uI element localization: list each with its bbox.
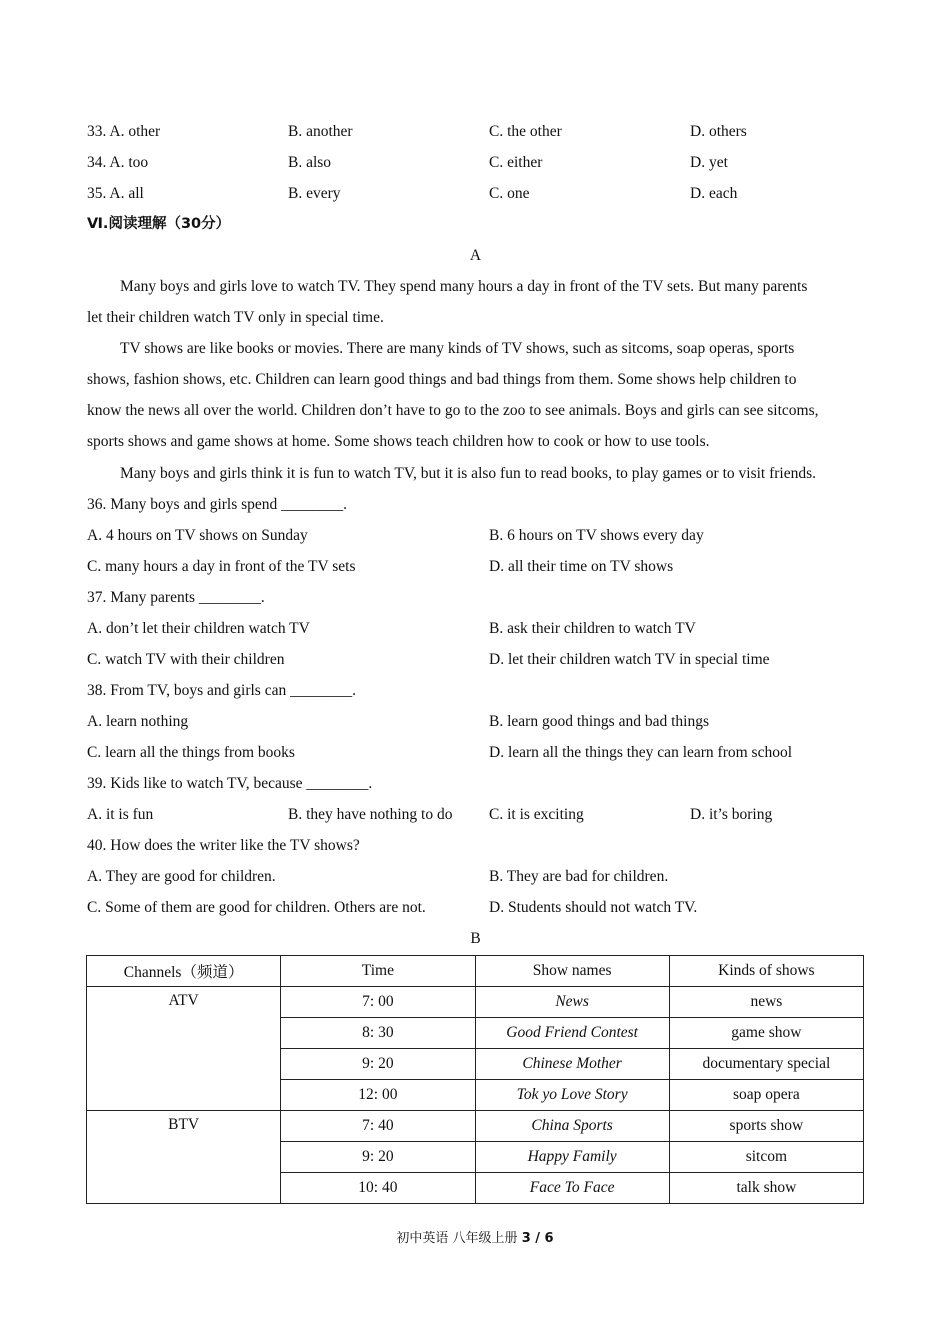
- option: C. the other: [489, 123, 562, 140]
- question-40-options-row-1: [87, 861, 864, 892]
- cloze-item-35: [87, 178, 864, 209]
- paragraph-line: sports shows and game shows at home. Some shows teach children how to cook or how to use tools.: [87, 433, 710, 450]
- question-39-stem: 39. Kids like to watch TV, because ________.: [87, 775, 373, 792]
- option: A. don’t let their children watch TV: [87, 620, 310, 637]
- option: D. learn all the things they can learn from school: [489, 744, 793, 761]
- time-cell: 8: 30: [281, 1018, 475, 1049]
- header-cell: Channels（频道）: [87, 956, 281, 987]
- header-cell: Kinds of shows: [669, 956, 863, 987]
- option: D. all their time on TV shows: [489, 558, 674, 575]
- show-kind-cell: documentary special: [669, 1049, 863, 1080]
- question-36-stem: 36. Many boys and girls spend ________.: [87, 496, 348, 513]
- question-37-stem: 37. Many parents ________.: [87, 589, 265, 606]
- show-kind-cell: talk show: [669, 1173, 863, 1204]
- show-name-cell: Good Friend Contest: [475, 1018, 669, 1049]
- option: B. They are bad for children.: [489, 868, 669, 885]
- show-name-cell: China Sports: [475, 1111, 669, 1142]
- paragraph-line: Many boys and girls think it is fun to watch TV, but it is also fun to read books, to play games or to visit friends.: [120, 465, 817, 482]
- option: 35. A. all: [87, 185, 144, 202]
- channel-cell: BTV: [87, 1111, 281, 1204]
- option: D. each: [690, 185, 738, 202]
- time-cell: 10: 40: [281, 1173, 475, 1204]
- paragraph-line: know the news all over the world. Children don’t have to go to the zoo to see animals. Boys and girls can see sitcoms,: [87, 402, 819, 419]
- question-36-options-row-2: [87, 551, 864, 582]
- show-kind-cell: sitcom: [669, 1142, 863, 1173]
- section-heading: Ⅵ.阅读理解（30分）: [87, 216, 231, 232]
- table-header-row: [87, 956, 864, 987]
- option: A. They are good for children.: [87, 868, 276, 885]
- option: B. they have nothing to do: [288, 806, 453, 823]
- option: B. also: [288, 154, 332, 171]
- footer-text: 初中英语 八年级上册: [396, 1231, 522, 1246]
- option: B. ask their children to watch TV: [489, 620, 696, 637]
- question-36-options-row-1: [87, 520, 864, 551]
- time-cell: 9: 20: [281, 1049, 475, 1080]
- show-name-cell: Tok yo Love Story: [475, 1080, 669, 1111]
- question-37-options-row-2: [87, 644, 864, 675]
- option: C. watch TV with their children: [87, 651, 285, 668]
- paragraph-line: Many boys and girls love to watch TV. They spend many hours a day in front of the TV sets. But many parents: [120, 278, 808, 295]
- show-name-cell: Happy Family: [475, 1142, 669, 1173]
- option: C. it is exciting: [489, 806, 584, 823]
- show-kind-cell: game show: [669, 1018, 863, 1049]
- time-cell: 9: 20: [281, 1142, 475, 1173]
- option: D. others: [690, 123, 747, 140]
- time-cell: 7: 40: [281, 1111, 475, 1142]
- passage-b-label: B: [470, 930, 481, 947]
- header-cell: Show names: [475, 956, 669, 987]
- cloze-item-33: [87, 116, 864, 147]
- show-name-cell: Chinese Mother: [475, 1049, 669, 1080]
- passage-a-paragraph-1: [87, 271, 864, 333]
- show-name-cell: News: [475, 987, 669, 1018]
- question-40-stem: 40. How does the writer like the TV shows?: [87, 837, 360, 854]
- option: A. learn nothing: [87, 713, 189, 730]
- paragraph-line: TV shows are like books or movies. There are many kinds of TV shows, such as sitcoms, soap operas, sports: [120, 340, 795, 357]
- question-39-options: [87, 799, 864, 830]
- option: B. another: [288, 123, 353, 140]
- show-kind-cell: soap opera: [669, 1080, 863, 1111]
- option: C. Some of them are good for children. Others are not.: [87, 899, 426, 916]
- option: C. learn all the things from books: [87, 744, 295, 761]
- channel-cell: ATV: [87, 987, 281, 1111]
- option: 33. A. other: [87, 123, 161, 140]
- option: A. 4 hours on TV shows on Sunday: [87, 527, 308, 544]
- option: 34. A. too: [87, 154, 149, 171]
- paragraph-line: let their children watch TV only in special time.: [87, 309, 384, 326]
- paragraph-line: shows, fashion shows, etc. Children can learn good things and bad things from them. Some shows help children to: [87, 371, 797, 388]
- option: B. every: [288, 185, 341, 202]
- option: D. it’s boring: [690, 806, 773, 823]
- show-kind-cell: sports show: [669, 1111, 863, 1142]
- cloze-item-34: [87, 147, 864, 178]
- passage-a-paragraph-2: [87, 333, 864, 457]
- show-kind-cell: news: [669, 987, 863, 1018]
- page-number: 3 / 6: [521, 1231, 554, 1246]
- passage-a-label: A: [469, 247, 482, 264]
- option: B. 6 hours on TV shows every day: [489, 527, 704, 544]
- option: D. Students should not watch TV.: [489, 899, 698, 916]
- passage-a-paragraph-3: [87, 458, 864, 489]
- option: A. it is fun: [87, 806, 154, 823]
- option: C. either: [489, 154, 543, 171]
- question-38-stem: 38. From TV, boys and girls can ________.: [87, 682, 356, 699]
- time-cell: 7: 00: [281, 987, 475, 1018]
- question-38-options-row-1: [87, 706, 864, 737]
- time-cell: 12: 00: [281, 1080, 475, 1111]
- table-row: [87, 987, 864, 1018]
- option: D. let their children watch TV in special time: [489, 651, 770, 668]
- question-37-options-row-1: [87, 613, 864, 644]
- page-footer: [0, 1227, 950, 1246]
- option: D. yet: [690, 154, 728, 171]
- show-name-cell: Face To Face: [475, 1173, 669, 1204]
- tv-schedule-table: [86, 955, 864, 1204]
- option: C. one: [489, 185, 530, 202]
- option: C. many hours a day in front of the TV sets: [87, 558, 356, 575]
- option: B. learn good things and bad things: [489, 713, 709, 730]
- question-38-options-row-2: [87, 737, 864, 768]
- question-40-options-row-2: [87, 892, 864, 923]
- header-cell: Time: [281, 956, 475, 987]
- table-row: [87, 1111, 864, 1142]
